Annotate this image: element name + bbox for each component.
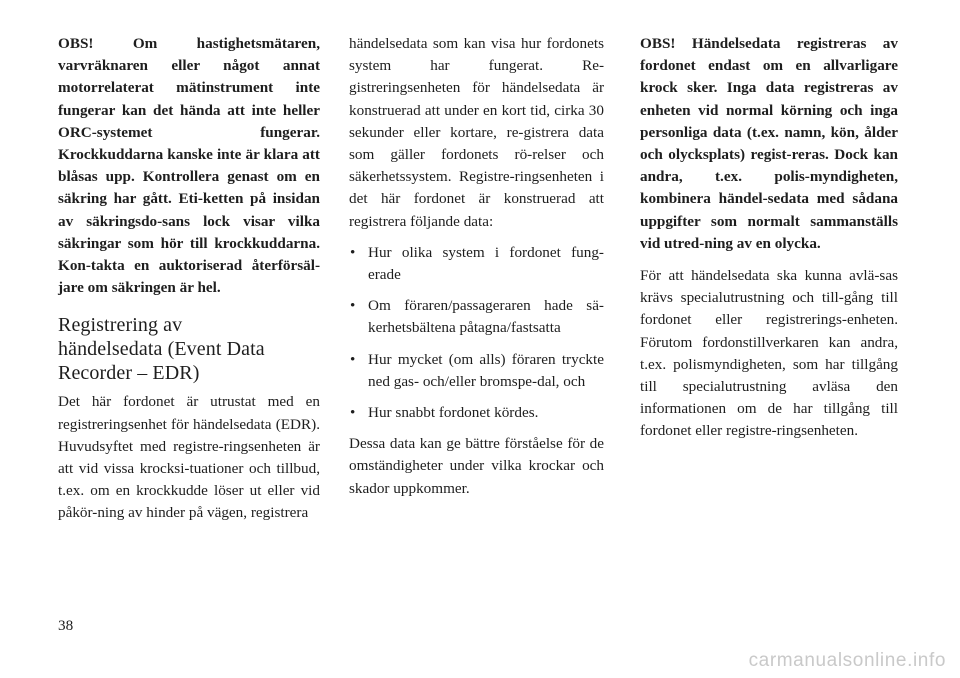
section-heading-line: Recorder – EDR): [58, 362, 200, 385]
intro-paragraph: Det här fordonet är utrustat med en registreringsenhet för händelsedata (EDR). Huvudsyftet med registre-ringsenheten är att vid vissa krocksi-tuationer och tillbud, t.ex. om en krockkudde löser ut eller vid påkör-ning av hinder på vägen, registrera: [58, 393, 320, 522]
list-item: [349, 295, 604, 339]
column-middle: [349, 33, 604, 500]
watermark: carmanualsonline.info: [748, 650, 946, 671]
column-right: [640, 33, 898, 443]
privacy-note-paragraph: OBS! Händelsedata registreras av fordonet endast om en allvarligare krock sker. Inga data registreras av enheten vid normal körning och inga personliga data (t.ex. namn, kön, ålder och olycksplats) regist-reras. Dock kan andra, t.ex. polis-myndigheten, kombinera händel-sedata med sådana uppgifter som normalt sammanställs vid utred-ning av en olycka.: [640, 35, 898, 252]
closing-paragraph: Dessa data kan ge bättre förståelse för de omständigheter under vilka krockar och skador uppkommer.: [349, 435, 604, 497]
continuation-paragraph: händelsedata som kan visa hur fordonets system har fungerat. Re-gistreringsenheten för händelsedata är konstruerad att under en kort tid, cirka 30 sekunder eller kortare, re-gistrera data som gäller fordonets rö-relser och säkerhetssystem. Registre-ringsenheten i det här fordonet är konstruerad att registrera följande data:: [349, 35, 604, 230]
list-item-text: Hur snabbt fordonet kördes.: [368, 404, 539, 422]
list-item-text: Hur mycket (om alls) föraren tryckte ned gas- och/eller bromspe-dal, och: [368, 350, 604, 390]
column-left: [58, 33, 320, 525]
warning-note-paragraph: OBS! Om hastighetsmätaren, varvräknaren eller något annat motorrelaterat mätinstrument inte fungerar kan det hända att inte heller ORC-systemet fungerar. Krockkuddarna kanske inte är klara att blåsas upp. Kontrollera genast om en säkring har gått. Eti-ketten på insidan av säkringsdo-sans lock visar vilka säkringar som hör till krockkuddarna. Kon-takta en auktoriserad återförsäl-jare om säkringen är hel.: [58, 35, 320, 297]
section-heading-line: händelsedata (Event Data: [58, 338, 265, 361]
section-heading-line: Registrering av: [58, 314, 183, 337]
bullet-icon: •: [350, 243, 356, 261]
list-item: [349, 349, 604, 393]
list-item: [349, 402, 604, 424]
list-item-text: Om föraren/passageraren hade sä-kerhetsbältena påtagna/fastsatta: [368, 297, 604, 337]
list-item: [349, 242, 604, 286]
bullet-icon: •: [350, 404, 356, 422]
bullet-icon: •: [350, 350, 356, 368]
access-paragraph: För att händelsedata ska kunna avlä-sas krävs specialutrustning och till-gång till fordonet eller registrerings-enheten. Förutom fordonstillverkaren kan andra, t.ex. polismyndigheten, som har tillgång till specialutrustning avläsa den informationen om de har tillgång till fordonet eller registre-ringsenheten.: [640, 267, 898, 440]
section-heading: [58, 313, 320, 385]
bullet-icon: •: [350, 297, 356, 315]
page-number: 38: [58, 617, 74, 634]
recorded-data-list: [349, 242, 604, 424]
list-item-text: Hur olika system i fordonet fung-erade: [368, 243, 604, 284]
